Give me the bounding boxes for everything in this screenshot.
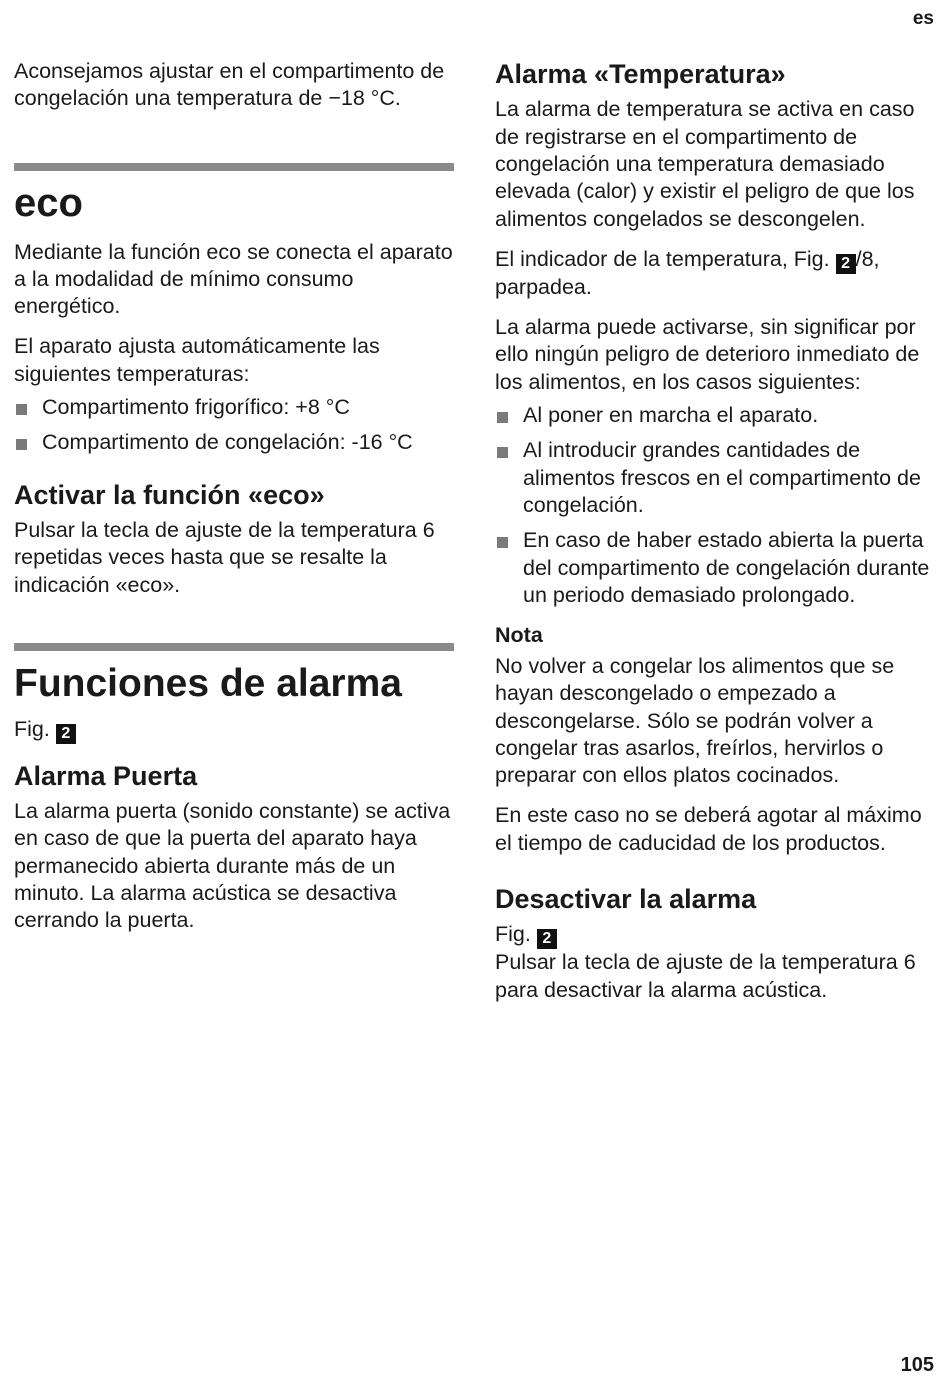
list-item: Al introducir grandes cantidades de alimentos frescos en el compartimento de congelación. (495, 437, 935, 519)
subsection-title-deactivate-alarm: Desactivar la alarma (495, 884, 757, 915)
activate-eco-paragraph: Pulsar la tecla de ajuste de la temperatura 6 repetidas veces hasta que se resalte la indicación «eco». (14, 518, 435, 597)
section-title-alarm-functions: Funciones de alarma (14, 661, 402, 705)
bullet-square-icon (497, 447, 508, 458)
fig-reference: Fig. 2 (14, 716, 454, 744)
bullet-square-icon (16, 439, 27, 450)
bullet-square-icon (497, 412, 508, 423)
temp-paragraph-1: La alarma de temperatura se activa en caso de registrarse en el compartimento de congelación una temperatura demasiado elevada (calor) y existir el peligro de que los alimentos congelados se descongelen. (495, 97, 915, 231)
list-item: Al poner en marcha el aparato. (495, 402, 935, 429)
deactivate-paragraph: Pulsar la tecla de ajuste de la temperatura 6 para desactivar la alarma acústica. (495, 950, 916, 1002)
subsection-title-temperature-alarm: Alarma «Temperatura» (495, 59, 786, 89)
figure-number-badge: 2 (836, 254, 856, 274)
section-divider (14, 163, 454, 171)
deactivate-fig-reference: Fig. 2 (495, 921, 935, 949)
page-number: 105 (900, 1354, 934, 1376)
list-item: Compartimento de congelación: -16 °C (14, 429, 454, 456)
temp-bullet-list (495, 402, 935, 609)
subsection-title-activate-eco: Activar la función «eco» (14, 479, 325, 510)
figure-number-badge: 2 (537, 929, 557, 949)
list-item: Compartimento frigorífico: +8 °C (14, 394, 454, 421)
section-divider (14, 643, 454, 651)
eco-bullet-list (14, 394, 454, 457)
note-paragraph-1: No volver a congelar los alimentos que se hayan descongelado o empezado a descongelarse. Sólo se podrán volver a congelar tras asarlos, freírlos, hervirlos o preparar con ellos platos cocinados. (495, 653, 895, 788)
eco-paragraph-1: Mediante la función eco se conecta el aparato a la modalidad de mínimo consumo energético. (14, 239, 453, 319)
language-tag: es (912, 8, 934, 29)
list-item: En caso de haber estado abierta la puerta del compartimento de congelación durante un periodo demasiado prolongado. (495, 527, 935, 609)
right-column (495, 58, 935, 1017)
door-alarm-paragraph: La alarma puerta (sonido constante) se activa en caso de que la puerta del aparato haya permanecido abierta durante más de un minuto. La alarma acústica se desactiva cerrando la puerta. (14, 799, 451, 933)
note-title: Nota (495, 623, 543, 648)
subsection-title-door-alarm: Alarma Puerta (14, 760, 198, 791)
section-title-eco: eco (14, 180, 83, 225)
bullet-square-icon (16, 404, 27, 415)
bullet-square-icon (497, 537, 508, 548)
left-column (14, 58, 454, 948)
figure-number-badge: 2 (56, 724, 76, 744)
temp-paragraph-2: El indicador de la temperatura, Fig. 2 /8, parpadea. (495, 246, 880, 299)
intro-paragraph: Aconsejamos ajustar en el compartimento de congelación una temperatura de −18 °C. (14, 59, 445, 111)
temp-paragraph-3: La alarma puede activarse, sin significar por ello ningún peligro de deterioro inmediato de los alimentos, en los casos siguientes: (495, 315, 920, 394)
note-paragraph-2: En este caso no se deberá agotar al máximo el tiempo de caducidad de los productos. (495, 803, 922, 855)
eco-paragraph-2: El aparato ajusta automáticamente las siguientes temperaturas: (14, 334, 380, 386)
